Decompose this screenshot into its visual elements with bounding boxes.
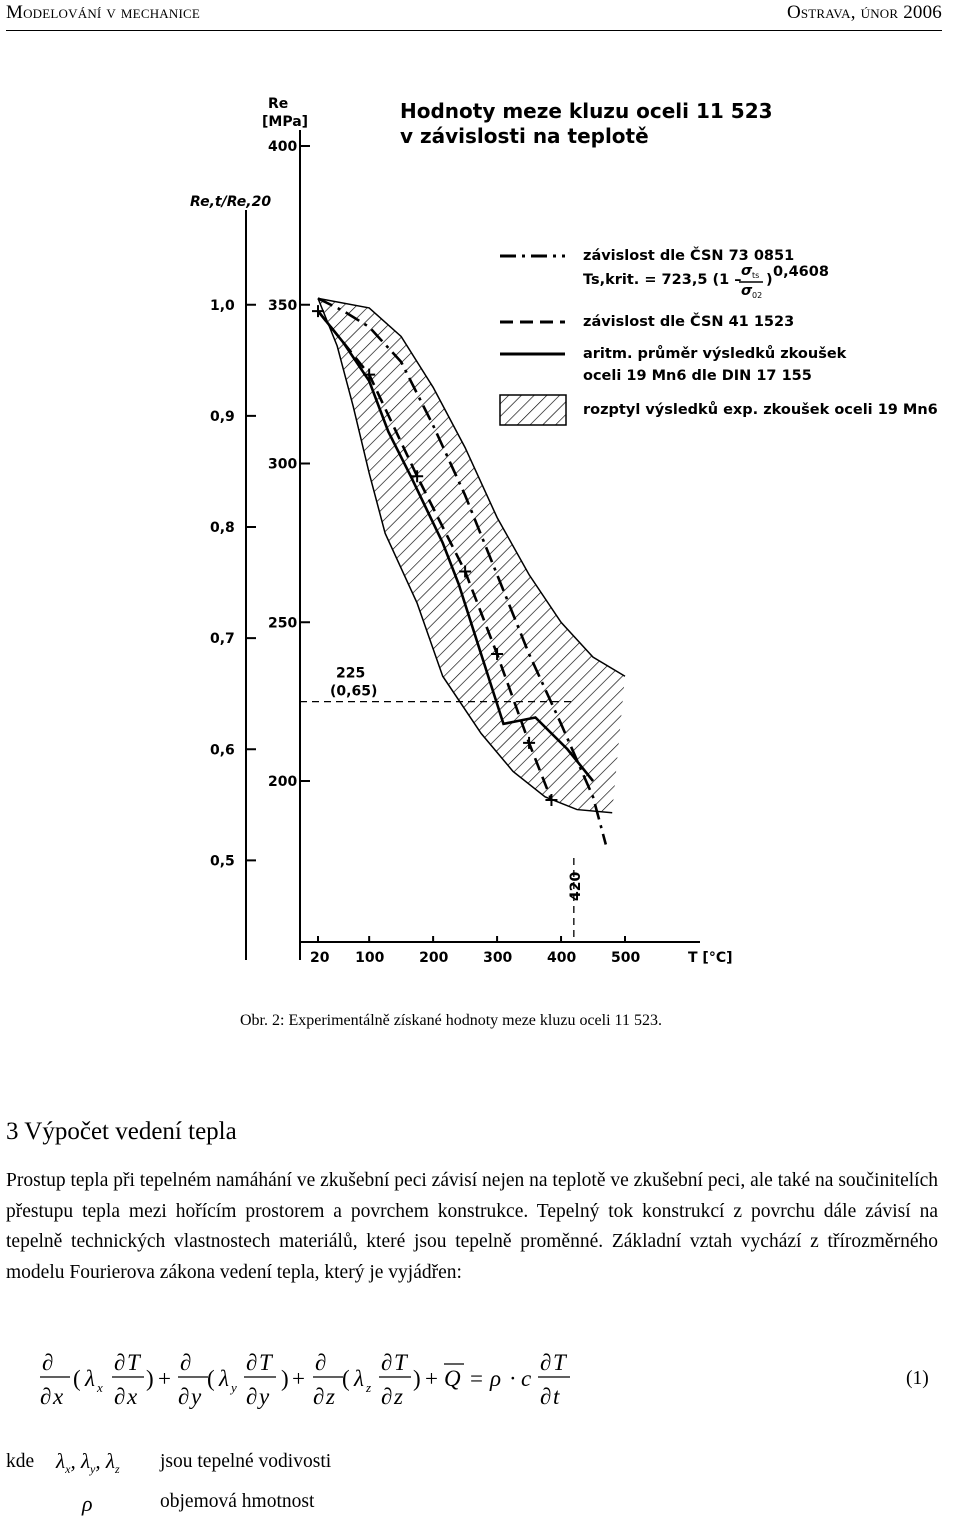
y-label-mpa-1: Re: [268, 96, 289, 112]
rho-description: objemová hmotnost: [160, 1491, 315, 1512]
y-tick-label-mpa: 300: [268, 456, 298, 473]
eq-dTdy-dT: ∂: [246, 1350, 258, 1375]
eq-dTdx-d: ∂: [114, 1384, 126, 1409]
eq-dx-v: x: [53, 1384, 64, 1409]
eq-rho: ρ: [490, 1366, 502, 1391]
lambda-description: jsou tepelné vodivosti: [160, 1451, 332, 1472]
annotation-420: 420: [567, 871, 584, 901]
eq-open-y: (: [207, 1366, 215, 1391]
lambda-z-sub: z: [114, 1462, 120, 1477]
rho-symbol: ρ: [82, 1491, 93, 1516]
lambda-x-sub: x: [65, 1462, 71, 1477]
y-tick-label-mpa: 250: [268, 615, 298, 632]
eq-dz-num: ∂: [315, 1350, 327, 1375]
eq-dTdt-v: t: [553, 1384, 560, 1409]
y-label-mpa-2: [MPa]: [262, 114, 309, 130]
eq-dy-num: ∂: [180, 1350, 192, 1375]
lambda-symbols: $\lambda_x$, $\lambda_y$, $\lambda_z$: [56, 1449, 120, 1477]
lambda-x: λ: [56, 1449, 66, 1473]
eq-dTdx-dT: ∂: [114, 1350, 126, 1375]
eq-close-z: ): [413, 1366, 421, 1391]
page-header: [6, 0, 942, 31]
eq-lambda-x-sub: x: [97, 1380, 103, 1395]
eq-dz-v: z: [326, 1384, 335, 1409]
eq-dTdt-T: T: [553, 1350, 566, 1375]
lambda-y-sub: y: [90, 1462, 96, 1477]
equation: [0, 1348, 900, 1418]
legend-entry-3-line2: oceli 19 Mn6 dle DIN 17 155: [583, 368, 812, 384]
legend-frac-num-sub: ts: [752, 271, 760, 280]
eq-dy-d: ∂: [178, 1384, 190, 1409]
eq-dTdz-dT: ∂: [381, 1350, 393, 1375]
eq-open-x: (: [73, 1366, 81, 1391]
yield-strength-chart: [0, 38, 960, 998]
eq-plus-2: +: [292, 1366, 305, 1391]
eq-dTdx-v: x: [127, 1384, 138, 1409]
legend-entry-3-line1: aritm. průměr výsledků zkoušek: [583, 346, 847, 362]
eq-dx-num: ∂: [42, 1350, 54, 1375]
eq-lambda-y-sub: y: [231, 1380, 237, 1395]
eq-dx-d: ∂: [40, 1384, 52, 1409]
legend-entry-4: rozptyl výsledků exp. zkoušek oceli 19 Mn6: [583, 402, 938, 418]
eq-lambda-y: λ: [219, 1366, 229, 1391]
eq-close-x: ): [146, 1366, 154, 1391]
legend-entry-2: závislost dle ČSN 41 1523: [583, 314, 795, 330]
legend-frac-num: σ: [741, 263, 753, 279]
definitions-kde: kde: [6, 1451, 35, 1472]
y-tick-label-ratio: 0,9: [210, 408, 235, 425]
x-tick-label: 200: [419, 950, 449, 966]
y-tick-label-ratio: 1,0: [210, 297, 235, 314]
legend-hatch-swatch: [500, 395, 566, 425]
x-axis-label: T [°C]: [688, 950, 733, 966]
y-tick-label-ratio: 0,5: [210, 853, 235, 870]
eq-dTdz-v: z: [394, 1384, 403, 1409]
eq-dz-d: ∂: [313, 1384, 325, 1409]
chart-title-line1: Hodnoty meze kluzu oceli 11 523: [400, 99, 773, 123]
eq-plus-1: +: [158, 1366, 171, 1391]
x-tick-label: 100: [355, 950, 385, 966]
chart-title-line2: v závislosti na teplotě: [400, 124, 649, 148]
annotation-ratio: (0,65): [330, 683, 378, 700]
eq-dTdt-d: ∂: [540, 1384, 552, 1409]
eq-lambda-z: λ: [354, 1366, 364, 1391]
eq-dTdz-T: T: [394, 1350, 407, 1375]
eq-close-y: ): [281, 1366, 289, 1391]
eq-plus-3: +: [425, 1366, 438, 1391]
eq-dTdy-v: y: [259, 1384, 270, 1409]
x-tick-label: 20: [310, 950, 330, 966]
lambda-z: λ: [105, 1449, 115, 1473]
x-tick-label: 300: [483, 950, 513, 966]
x-tick-label: 400: [547, 950, 577, 966]
y-tick-label-mpa: 350: [268, 297, 298, 314]
legend-entry-1-line1: závislost dle ČSN 73 0851: [583, 248, 795, 264]
legend-close-paren: ): [766, 272, 773, 288]
x-tick-label: 500: [611, 950, 641, 966]
lambda-y: λ: [80, 1449, 91, 1473]
eq-dy-v: y: [191, 1384, 202, 1409]
eq-c: c: [521, 1366, 532, 1391]
eq-dTdt-dT: ∂: [540, 1350, 552, 1375]
annotation-225: 225: [336, 665, 366, 682]
eq-lambda-x: λ: [85, 1366, 95, 1391]
eq-lambda-z-sub: z: [366, 1380, 372, 1395]
header-right: Ostrava, únor 2006: [786, 2, 942, 23]
legend-frac-den-sub: 02: [752, 291, 763, 300]
eq-dTdz-d: ∂: [381, 1384, 393, 1409]
y-label-ratio: Re,t/Re,20: [190, 194, 272, 210]
eq-dTdx-T: T: [127, 1350, 140, 1375]
eq-equals: =: [470, 1366, 483, 1391]
y-tick-label-mpa: 200: [268, 774, 298, 790]
y-tick-label-ratio: 0,8: [210, 520, 235, 536]
eq-dot: ·: [509, 1366, 517, 1391]
eq-Q: Q: [444, 1366, 461, 1391]
y-tick-label-mpa: 400: [268, 139, 298, 155]
legend-entry-1-line2: Ts,krit. = 723,5 (1 –: [583, 272, 742, 288]
figure-caption: Obr. 2: Experimentálně získané hodnoty meze kluzu oceli 11 523.: [240, 1012, 662, 1029]
section-paragraph: Prostup tepla při tepelném namáhání ve zkušební peci závisí nejen na teplotě ve zkušební peci, ale také na součinitelích přestupu tepla mezi hořícím prostorem a povrchem konstrukce. Tepelný tok konstrukcí z povrchu dále závisí na tepelně technických vlastnostech materiálů, které jsou tepelně proměnné. Základní vztah vychází z třírozměrného modelu Fourierova zákona vedení tepla, který je vyjádřen:: [6, 1170, 938, 1283]
header-left: Modelování v mechanice: [6, 2, 200, 23]
legend-frac-den: σ: [741, 283, 753, 299]
y-tick-label-ratio: 0,6: [210, 742, 235, 759]
eq-dTdy-d: ∂: [246, 1384, 258, 1409]
y-tick-label-ratio: 0,7: [210, 631, 235, 648]
equation-number: (1): [906, 1368, 929, 1389]
eq-open-z: (: [342, 1366, 350, 1391]
section-title: 3 Výpočet vedení tepla: [6, 1118, 237, 1145]
legend-exponent: 0,4608: [773, 264, 829, 280]
eq-dTdy-T: T: [259, 1350, 272, 1375]
